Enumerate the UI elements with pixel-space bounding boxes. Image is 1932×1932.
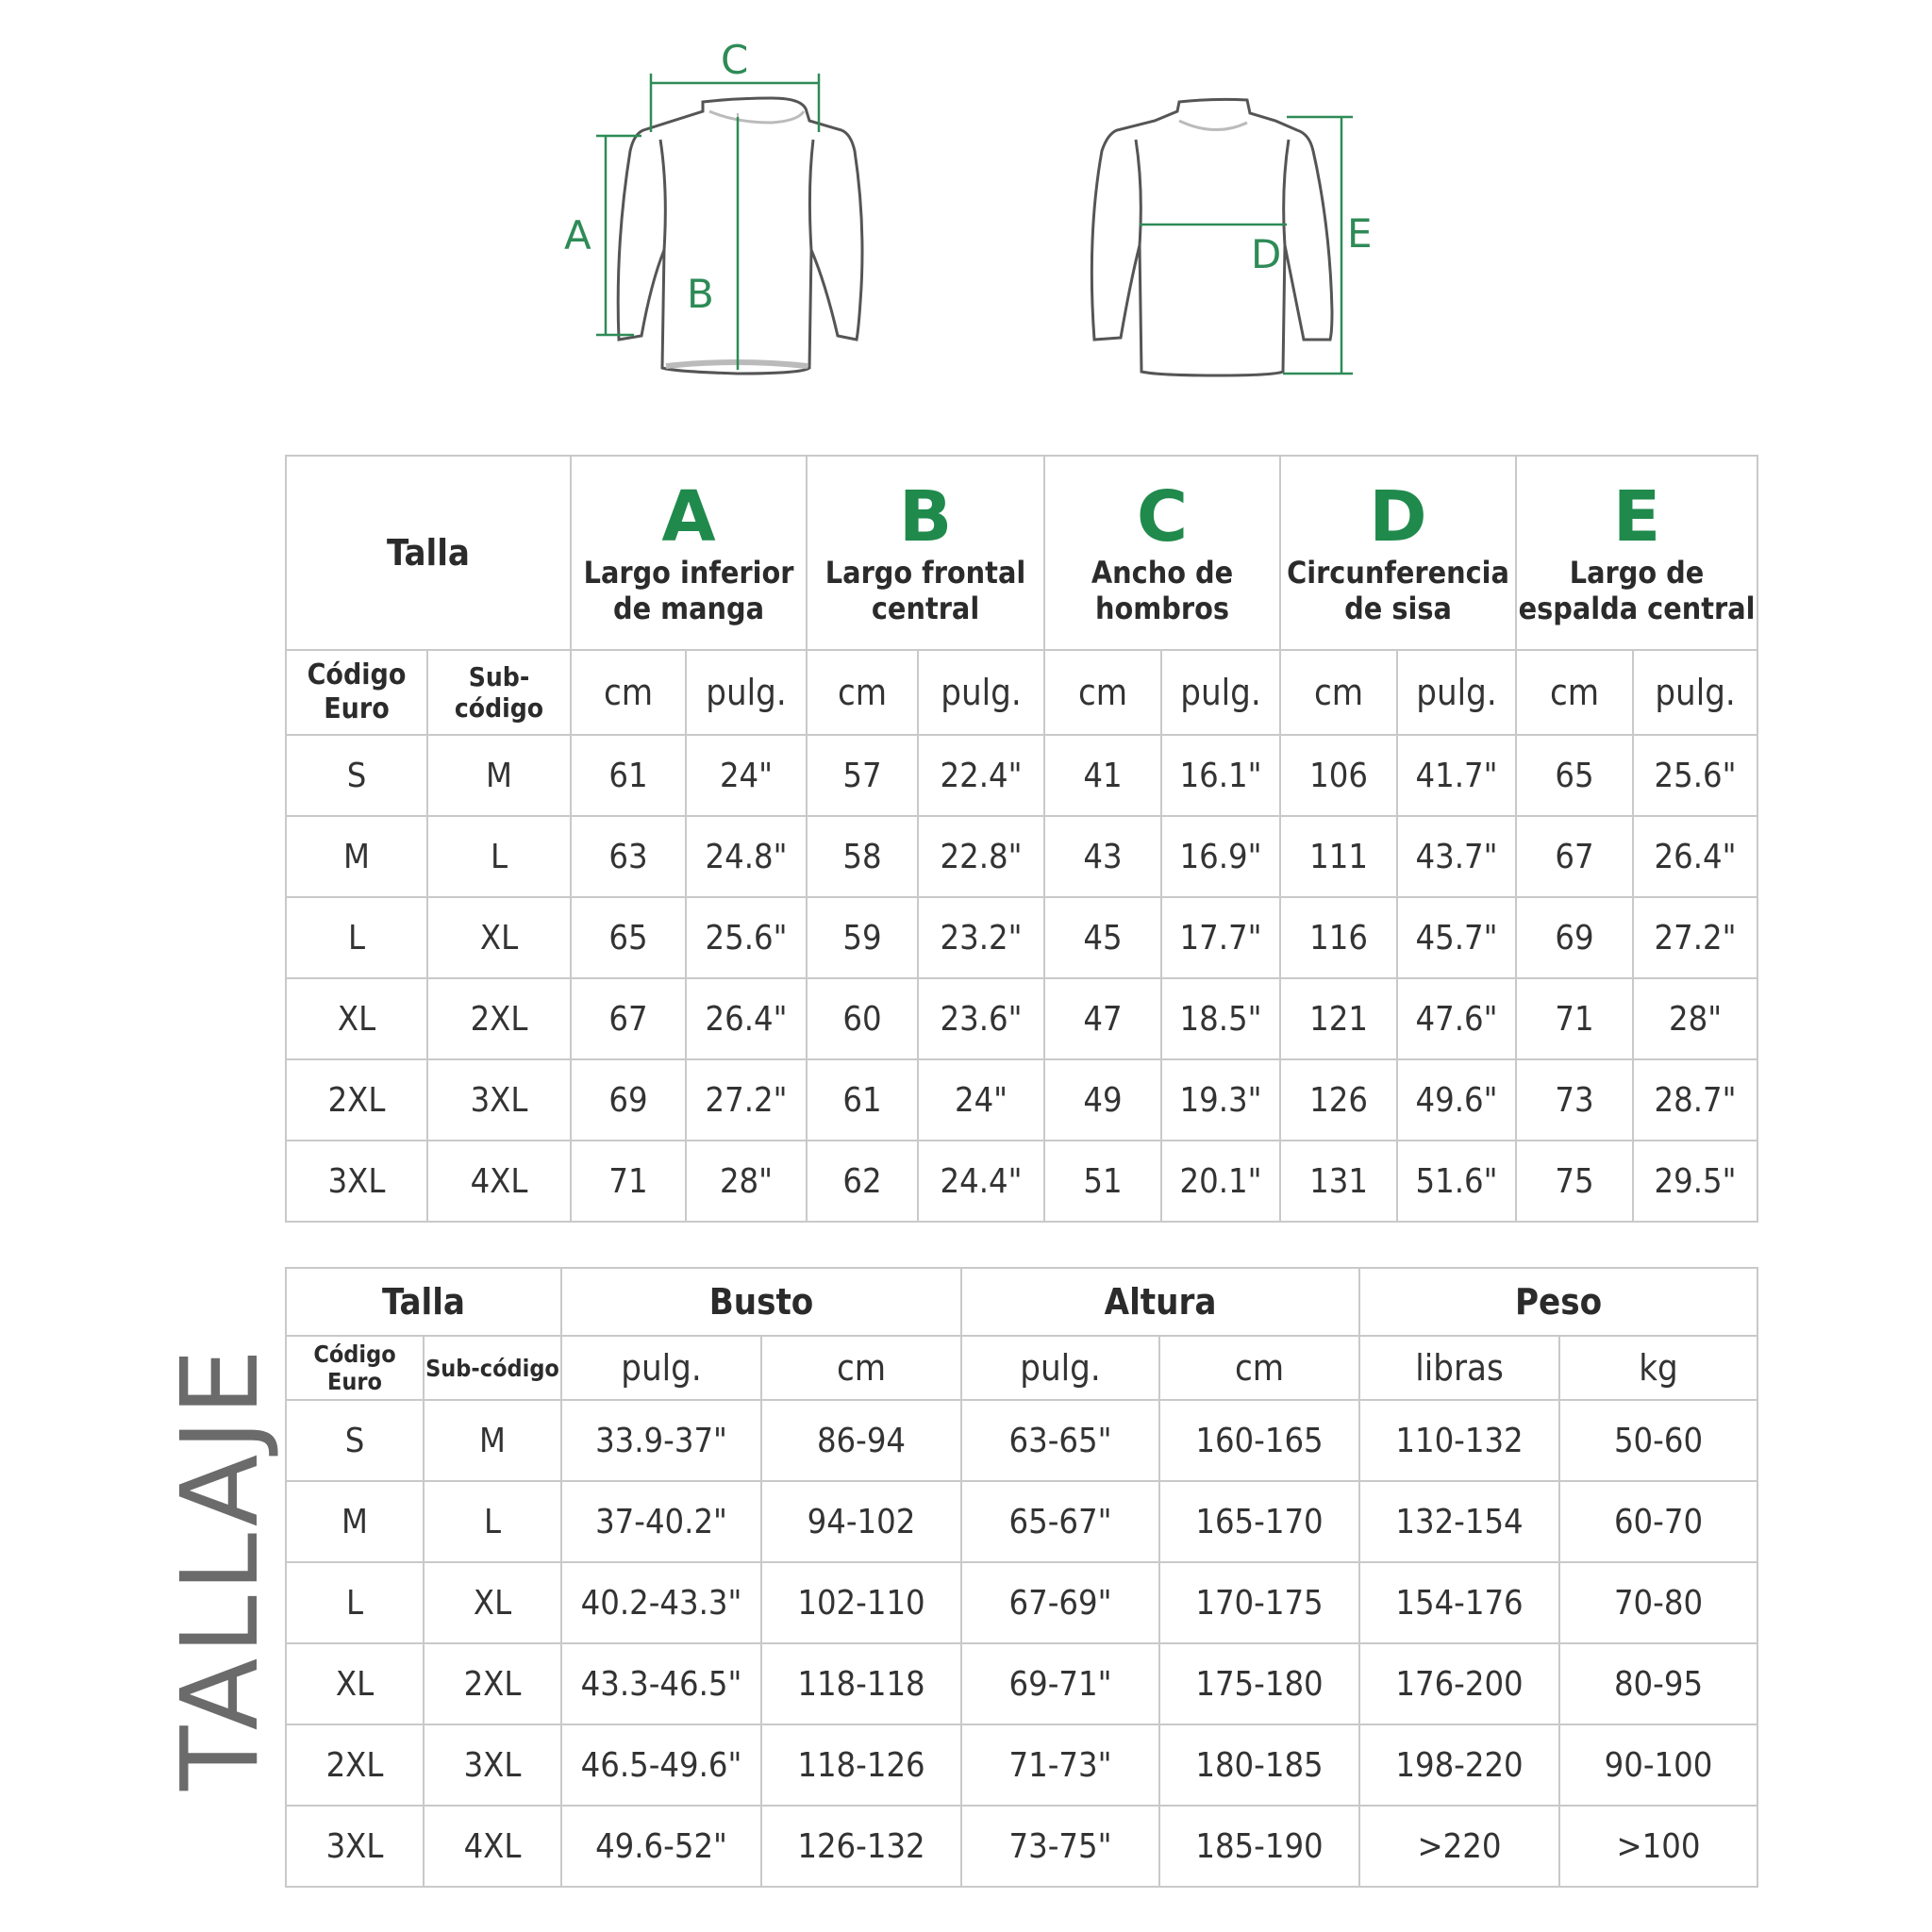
value-cell: 47 — [1044, 978, 1161, 1059]
col-header-d — [1280, 456, 1516, 650]
sub-code-cell: 4XL — [424, 1806, 561, 1887]
value-cell: 50-60 — [1559, 1400, 1757, 1481]
col-header-a — [571, 456, 807, 650]
unit-cm: cm — [1044, 650, 1161, 735]
codigo-euro-label: Código Euro — [286, 1336, 424, 1400]
unit-row — [286, 650, 1757, 735]
sub-code-cell: L — [424, 1481, 561, 1562]
value-cell: 75 — [1516, 1141, 1633, 1222]
value-cell: 73 — [1516, 1059, 1633, 1141]
value-cell: 49 — [1044, 1059, 1161, 1141]
sub-code-cell: XL — [427, 897, 571, 978]
peso-header: Peso — [1359, 1268, 1757, 1336]
value-cell: 25.6" — [686, 897, 807, 978]
table-row — [286, 1141, 1757, 1222]
value-cell: 28.7" — [1633, 1059, 1757, 1141]
value-cell: 69-71" — [961, 1643, 1159, 1724]
value-cell: 61 — [807, 1059, 918, 1141]
euro-code-cell: M — [286, 816, 427, 897]
value-cell: 33.9-37" — [561, 1400, 761, 1481]
value-cell: 26.4" — [1633, 816, 1757, 897]
col-header-b — [807, 456, 1044, 650]
value-cell: 58 — [807, 816, 918, 897]
value-cell: 27.2" — [686, 1059, 807, 1141]
col-name: Largo inferior de manga — [583, 555, 794, 626]
table-row — [286, 735, 1757, 816]
euro-code-cell: S — [286, 735, 427, 816]
col-letter: E — [1612, 476, 1661, 558]
euro-code-cell: 3XL — [286, 1141, 427, 1222]
value-cell: 70-80 — [1559, 1562, 1757, 1643]
value-cell: 59 — [807, 897, 918, 978]
value-cell: 60-70 — [1559, 1481, 1757, 1562]
euro-code-cell: L — [286, 1562, 424, 1643]
value-cell: 28" — [1633, 978, 1757, 1059]
col-name: Circunferencia de sisa — [1287, 555, 1509, 626]
value-cell: 71 — [1516, 978, 1633, 1059]
talla-header: Talla — [286, 456, 571, 650]
value-cell: >220 — [1359, 1806, 1559, 1887]
table-row — [286, 1806, 1757, 1887]
table-row — [286, 1059, 1757, 1141]
value-cell: 198-220 — [1359, 1724, 1559, 1806]
sub-code-cell: L — [427, 816, 571, 897]
garment-measurement-table — [285, 455, 1758, 1223]
value-cell: 176-200 — [1359, 1643, 1559, 1724]
sub-codigo-label: Sub-código — [427, 650, 571, 735]
sub-code-cell: XL — [424, 1562, 561, 1643]
unit-label: cm — [761, 1336, 961, 1400]
col-letter: D — [1369, 476, 1427, 558]
table-row — [286, 1724, 1757, 1806]
unit-row — [286, 1336, 1757, 1400]
sub-code-cell: 3XL — [427, 1059, 571, 1141]
value-cell: 116 — [1280, 897, 1397, 978]
sub-code-cell: 4XL — [427, 1141, 571, 1222]
col-name: Largo de espalda central — [1518, 555, 1756, 626]
value-cell: 180-185 — [1159, 1724, 1359, 1806]
value-cell: 126-132 — [761, 1806, 961, 1887]
value-cell: 37-40.2" — [561, 1481, 761, 1562]
value-cell: 19.3" — [1161, 1059, 1280, 1141]
value-cell: 28" — [686, 1141, 807, 1222]
table-row — [286, 1562, 1757, 1643]
unit-cm: cm — [571, 650, 686, 735]
value-cell: 65-67" — [961, 1481, 1159, 1562]
unit-pulg: pulg. — [1633, 650, 1757, 735]
value-cell: 67-69" — [961, 1562, 1159, 1643]
value-cell: 16.9" — [1161, 816, 1280, 897]
unit-pulg: pulg. — [918, 650, 1044, 735]
value-cell: 43.7" — [1397, 816, 1516, 897]
altura-header: Altura — [961, 1268, 1359, 1336]
value-cell: 67 — [571, 978, 686, 1059]
value-cell: 110-132 — [1359, 1400, 1559, 1481]
value-cell: 24" — [918, 1059, 1044, 1141]
value-cell: 18.5" — [1161, 978, 1280, 1059]
value-cell: 22.8" — [918, 816, 1044, 897]
value-cell: 73-75" — [961, 1806, 1159, 1887]
col-letter: A — [661, 476, 716, 558]
value-cell: 69 — [1516, 897, 1633, 978]
value-cell: 27.2" — [1633, 897, 1757, 978]
value-cell: 20.1" — [1161, 1141, 1280, 1222]
value-cell: 45 — [1044, 897, 1161, 978]
euro-code-cell: 2XL — [286, 1724, 424, 1806]
value-cell: 22.4" — [918, 735, 1044, 816]
col-letter: C — [1136, 476, 1189, 558]
value-cell: 67 — [1516, 816, 1633, 897]
table2-body — [286, 1400, 1757, 1887]
value-cell: 132-154 — [1359, 1481, 1559, 1562]
col-header-e — [1516, 456, 1757, 650]
dim-label-a: A — [564, 212, 591, 258]
col-name: Ancho de hombros — [1091, 555, 1234, 626]
value-cell: 26.4" — [686, 978, 807, 1059]
dim-label-b: B — [687, 271, 714, 317]
value-cell: 65 — [1516, 735, 1633, 816]
value-cell: 29.5" — [1633, 1141, 1757, 1222]
value-cell: 61 — [571, 735, 686, 816]
garment-illustration — [0, 0, 1932, 396]
value-cell: 57 — [807, 735, 918, 816]
value-cell: 185-190 — [1159, 1806, 1359, 1887]
value-cell: 63-65" — [961, 1400, 1159, 1481]
value-cell: 71 — [571, 1141, 686, 1222]
sub-code-cell: 2XL — [427, 978, 571, 1059]
talla-header: Talla — [286, 1268, 561, 1336]
front-measure-lines — [596, 74, 819, 370]
value-cell: 69 — [571, 1059, 686, 1141]
value-cell: 131 — [1280, 1141, 1397, 1222]
value-cell: 49.6" — [1397, 1059, 1516, 1141]
euro-code-cell: L — [286, 897, 427, 978]
value-cell: 90-100 — [1559, 1724, 1757, 1806]
table-row — [286, 1643, 1757, 1724]
value-cell: 25.6" — [1633, 735, 1757, 816]
table-row — [286, 1481, 1757, 1562]
value-cell: 62 — [807, 1141, 918, 1222]
table1-body — [286, 735, 1757, 1222]
table-row — [286, 978, 1757, 1059]
value-cell: 111 — [1280, 816, 1397, 897]
unit-pulg: pulg. — [686, 650, 807, 735]
value-cell: 154-176 — [1359, 1562, 1559, 1643]
unit-cm: cm — [807, 650, 918, 735]
value-cell: 43.3-46.5" — [561, 1643, 761, 1724]
unit-cm: cm — [1280, 650, 1397, 735]
value-cell: 160-165 — [1159, 1400, 1359, 1481]
unit-label: pulg. — [561, 1336, 761, 1400]
value-cell: 46.5-49.6" — [561, 1724, 761, 1806]
value-cell: 23.2" — [918, 897, 1044, 978]
unit-pulg: pulg. — [1397, 650, 1516, 735]
value-cell: 45.7" — [1397, 897, 1516, 978]
value-cell: 41 — [1044, 735, 1161, 816]
table-row — [286, 897, 1757, 978]
value-cell: 71-73" — [961, 1724, 1159, 1806]
value-cell: 175-180 — [1159, 1643, 1359, 1724]
value-cell: 86-94 — [761, 1400, 961, 1481]
value-cell: 80-95 — [1559, 1643, 1757, 1724]
jersey-front-view — [618, 98, 862, 374]
value-cell: 24.4" — [918, 1141, 1044, 1222]
value-cell: 24.8" — [686, 816, 807, 897]
value-cell: 60 — [807, 978, 918, 1059]
value-cell: 24" — [686, 735, 807, 816]
euro-code-cell: 2XL — [286, 1059, 427, 1141]
value-cell: 51.6" — [1397, 1141, 1516, 1222]
unit-label: libras — [1359, 1336, 1559, 1400]
value-cell: 106 — [1280, 735, 1397, 816]
header-row — [286, 456, 1757, 650]
value-cell: 165-170 — [1159, 1481, 1359, 1562]
value-cell: 17.7" — [1161, 897, 1280, 978]
sub-code-cell: 2XL — [424, 1643, 561, 1724]
dim-label-e: E — [1347, 210, 1373, 257]
value-cell: 41.7" — [1397, 735, 1516, 816]
table-row — [286, 816, 1757, 897]
col-letter: B — [898, 476, 953, 558]
sub-code-cell: M — [424, 1400, 561, 1481]
value-cell: 40.2-43.3" — [561, 1562, 761, 1643]
back-measure-lines — [1140, 117, 1353, 374]
dim-label-d: D — [1251, 231, 1282, 277]
unit-label: cm — [1159, 1336, 1359, 1400]
value-cell: 170-175 — [1159, 1562, 1359, 1643]
euro-code-cell: S — [286, 1400, 424, 1481]
value-cell: 63 — [571, 816, 686, 897]
codigo-euro-label: Código Euro — [286, 650, 427, 735]
value-cell: 121 — [1280, 978, 1397, 1059]
value-cell: 65 — [571, 897, 686, 978]
value-cell: 102-110 — [761, 1562, 961, 1643]
body-measurement-table — [285, 1267, 1758, 1888]
euro-code-cell: XL — [286, 1643, 424, 1724]
value-cell: >100 — [1559, 1806, 1757, 1887]
group-header-row — [286, 1268, 1757, 1336]
value-cell: 23.6" — [918, 978, 1044, 1059]
jersey-back-view — [1091, 99, 1332, 375]
dim-label-c: C — [721, 37, 749, 83]
value-cell: 126 — [1280, 1059, 1397, 1141]
value-cell: 43 — [1044, 816, 1161, 897]
euro-code-cell: XL — [286, 978, 427, 1059]
value-cell: 16.1" — [1161, 735, 1280, 816]
measurement-diagram — [0, 0, 1932, 396]
value-cell: 51 — [1044, 1141, 1161, 1222]
euro-code-cell: 3XL — [286, 1806, 424, 1887]
sub-codigo-label: Sub-código — [424, 1336, 561, 1400]
sub-code-cell: M — [427, 735, 571, 816]
unit-label: pulg. — [961, 1336, 1159, 1400]
value-cell: 118-118 — [761, 1643, 961, 1724]
euro-code-cell: M — [286, 1481, 424, 1562]
sub-code-cell: 3XL — [424, 1724, 561, 1806]
col-name: Largo frontal central — [824, 555, 1026, 626]
col-header-c — [1044, 456, 1280, 650]
unit-label: kg — [1559, 1336, 1757, 1400]
busto-header: Busto — [561, 1268, 961, 1336]
value-cell: 118-126 — [761, 1724, 961, 1806]
unit-cm: cm — [1516, 650, 1633, 735]
value-cell: 94-102 — [761, 1481, 961, 1562]
table-row — [286, 1400, 1757, 1481]
side-title: TALLAJE — [159, 1344, 282, 1790]
value-cell: 49.6-52" — [561, 1806, 761, 1887]
unit-pulg: pulg. — [1161, 650, 1280, 735]
value-cell: 47.6" — [1397, 978, 1516, 1059]
